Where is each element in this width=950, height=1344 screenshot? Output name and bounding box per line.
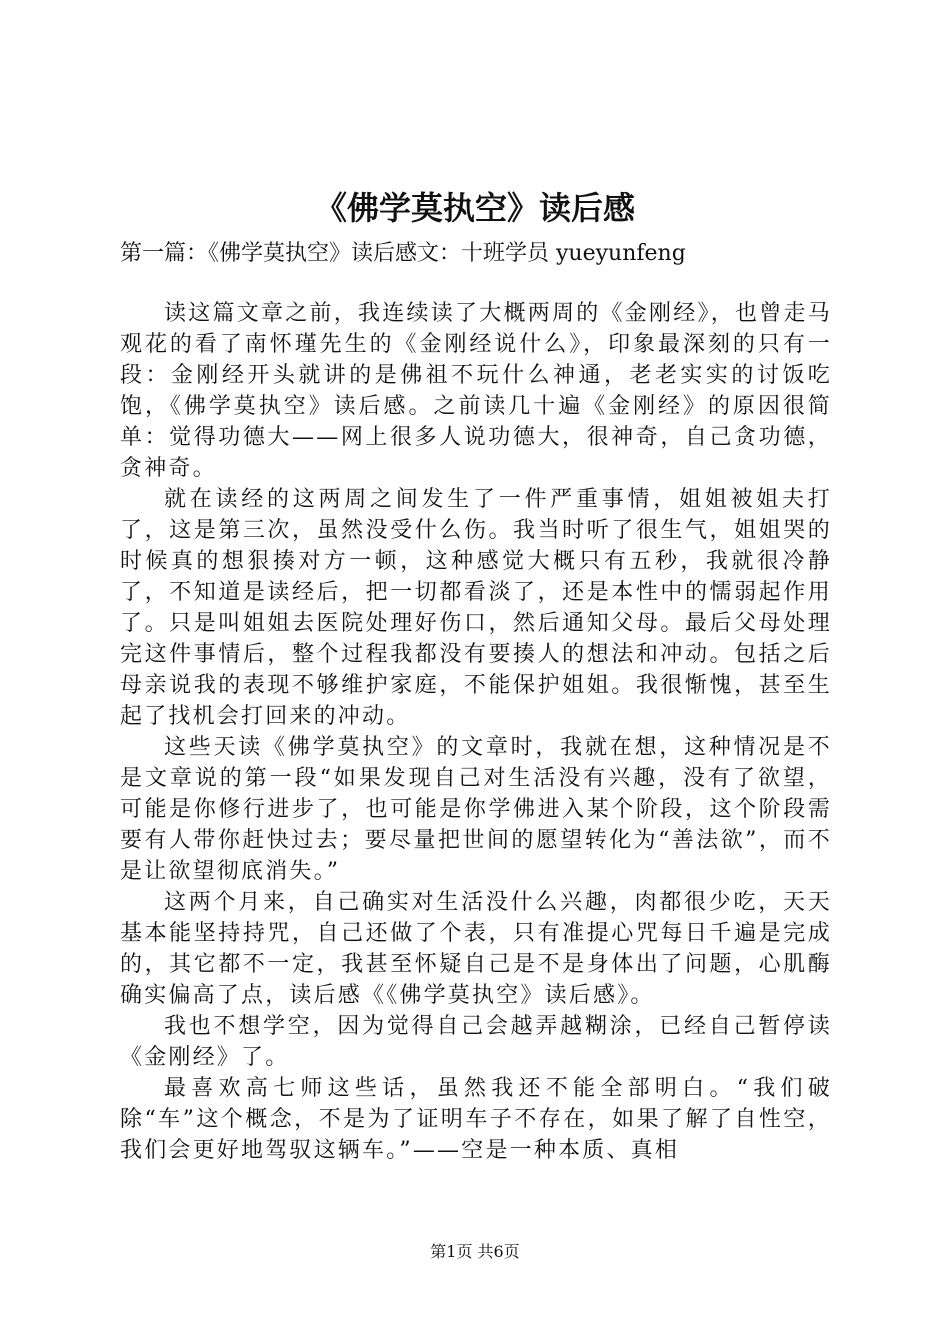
paragraph: 就在读经的这两周之间发生了一件严重事情，姐姐被姐夫打了，这是第三次，虽然没受什么伤。我当时听了很生气，姐姐哭的时候真的想狠揍对方一顿，这种感觉大概只有五秒，我就很冷静了，不知道是读经后，把一切都看淡了，还是本性中的懦弱起作用了。只是叫姐姐去医院处理好伤口，然后通知父母。最后父母处理完这件事情后，整个过程我都没有要揍人的想法和冲动。包括之后母亲说我的表现不够维护家庭，不能保护姐姐。我很惭愧，甚至生起了找机会打回来的冲动。 <box>120 487 832 729</box>
paragraph: 我也不想学空，因为觉得自己会越弄越糊涂，已经自己暂停读《金刚经》了。 <box>120 1014 832 1070</box>
paragraph: 最喜欢高七师这些话，虽然我还不能全部明白。“我们破除“车”这个概念，不是为了证明车子不存在，如果了解了自性空，我们会更好地驾驭这辆车。”——空是一种本质、真相 <box>120 1076 832 1163</box>
paragraph: 这两个月来，自己确实对生活没什么兴趣，肉都很少吃，天天基本能坚持持咒，自己还做了个表，只有准提心咒每日千遍是完成的，其它都不一定，我甚至怀疑自己是不是身体出了问题，心肌酶确实偏高了点，读后感《《佛学莫执空》读后感》。 <box>120 890 832 1008</box>
document-subtitle: 第一篇：《佛学莫执空》读后感文：十班学员 yueyunfeng <box>120 241 686 266</box>
paragraph: 这些天读《佛学莫执空》的文章时，我就在想，这种情况是不是文章说的第一段“如果发现自己对生活没有兴趣，没有了欲望，可能是你修行进步了，也可能是你学佛进入某个阶段，这个阶段需要有人带你赶快过去；要尽量把世间的愿望转化为“善法欲”，而不是让欲望彻底消失。” <box>120 735 832 884</box>
document-title: 《佛学莫执空》读后感 <box>314 189 635 227</box>
paragraph: 读这篇文章之前，我连续读了大概两周的《金刚经》，也曾走马观花的看了南怀瑾先生的《金刚经说什么》，印象最深刻的只有一段：金刚经开头就讲的是佛祖不玩什么神通，老老实实的讨饭吃饱，《佛学莫执空》读后感。之前读几十遍《金刚经》的原因很简单：觉得功德大——网上很多人说功德大，很神奇，自己贪功德，贪神奇。 <box>120 301 832 481</box>
document-body <box>120 298 832 1166</box>
page-footer: 第1页 共6页 <box>430 1242 520 1261</box>
